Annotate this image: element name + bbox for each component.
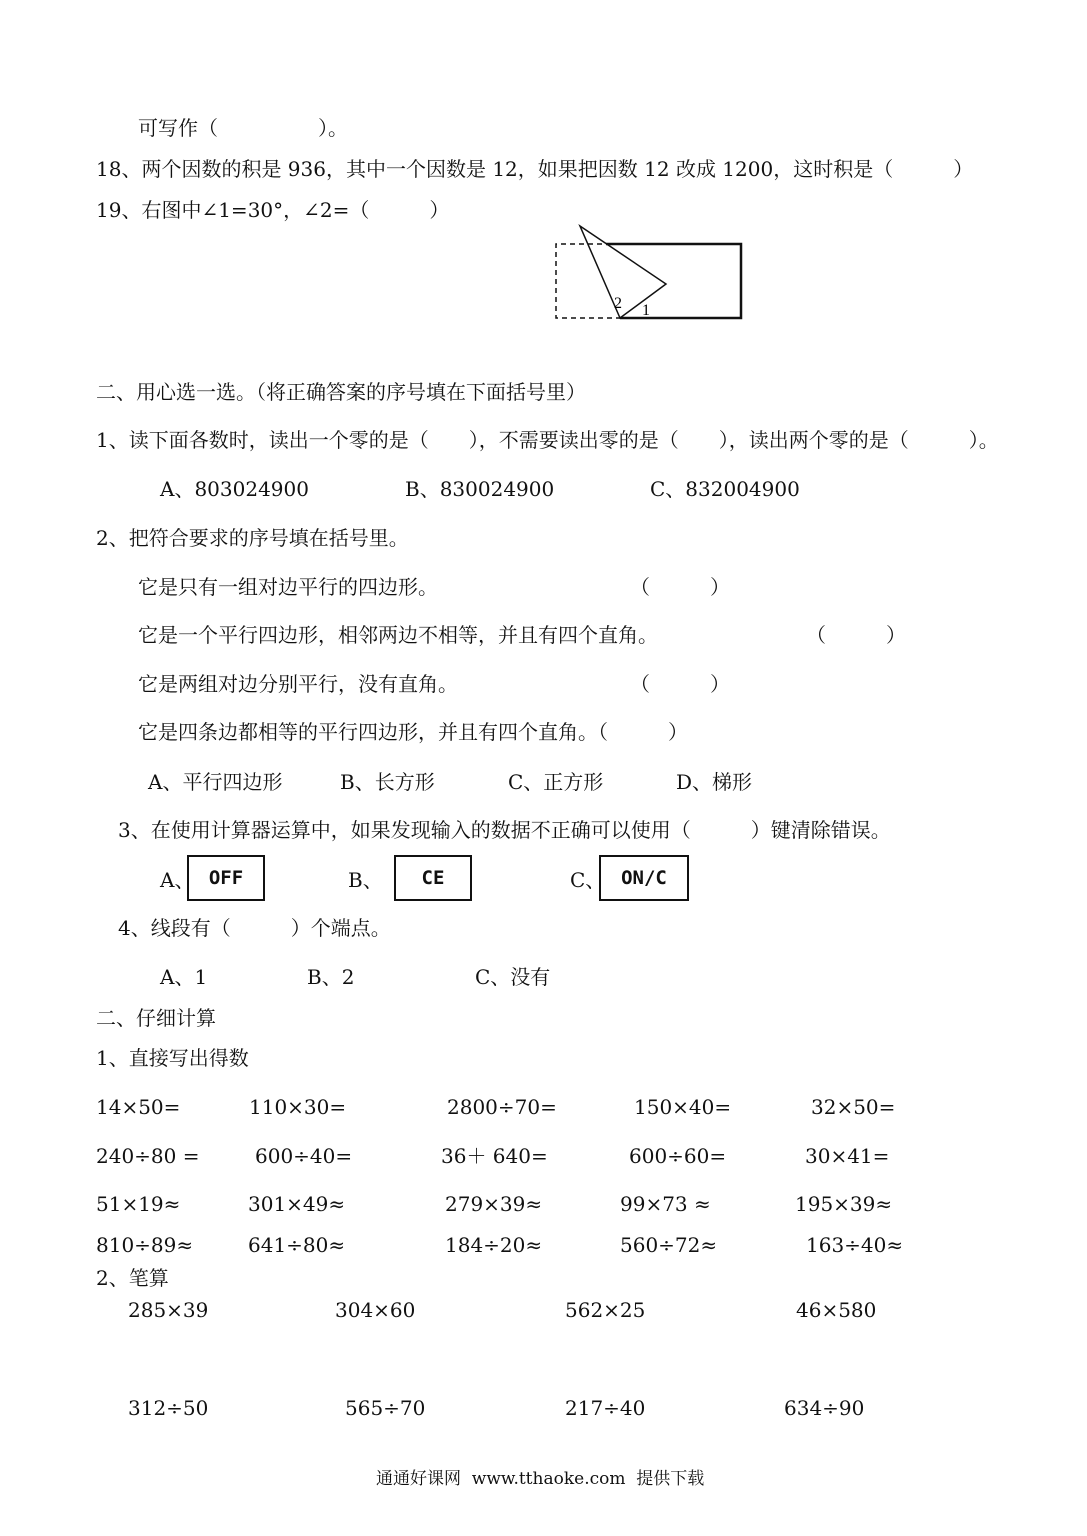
s2-q3-option-b-prefix: B、: [348, 868, 383, 892]
mental-r1-c4: 150×40=: [634, 1095, 732, 1119]
question-19: 19、右图中∠1=30°，∠2=（ ）: [96, 198, 450, 222]
s2-q4-option-c: C、没有: [475, 965, 551, 989]
mental-r1-c2: 110×30=: [249, 1095, 347, 1119]
s2-q3-option-a-prefix: A、: [160, 868, 195, 892]
s2-q3-option-c-prefix: C、: [570, 868, 606, 892]
s2-q2-line-2: 它是一个平行四边形，相邻两边不相等，并且有四个直角。: [138, 623, 658, 647]
s2-q1-option-a: A、803024900: [160, 477, 309, 501]
mental-r2-c4: 600÷60=: [629, 1144, 727, 1168]
written-r1-c1: 285×39: [128, 1298, 209, 1322]
section3-title: 二、仔细计算: [96, 1006, 216, 1030]
angle-2-label: 2: [614, 295, 622, 312]
mental-r1-c5: 32×50=: [811, 1095, 896, 1119]
mental-r4-c4: 560÷72≈: [620, 1233, 718, 1257]
s2-q3-text: 3、在使用计算器运算中，如果发现输入的数据不正确可以使用（ ）键清除错误。: [118, 818, 891, 842]
mental-r4-c5: 163÷40≈: [806, 1233, 904, 1257]
mental-r3-c4: 99×73 ≈: [620, 1192, 711, 1216]
s2-q2-option-d: D、梯形: [676, 770, 753, 794]
angle-figure: [550, 222, 750, 324]
mental-r3-c5: 195×39≈: [795, 1192, 893, 1216]
mental-r3-c2: 301×49≈: [248, 1192, 346, 1216]
mental-r4-c1: 810÷89≈: [96, 1233, 194, 1257]
page-footer: 通通好课网 www.tthaoke.com 提供下载: [376, 1469, 705, 1489]
written-r2-c4: 634÷90: [784, 1396, 865, 1420]
written-r1-c4: 46×580: [796, 1298, 877, 1322]
s2-q2-line-4: 它是四条边都相等的平行四边形，并且有四个直角。（ ）: [138, 720, 688, 744]
s2-q2-bracket-1: （ ）: [630, 575, 730, 599]
mental-r1-c1: 14×50=: [96, 1095, 181, 1119]
section3-sub2: 2、笔算: [96, 1266, 169, 1290]
mental-r2-c5: 30×41=: [805, 1144, 890, 1168]
s2-q2-line-1: 它是只有一组对边平行的四边形。: [138, 575, 438, 599]
mental-r4-c3: 184÷20≈: [445, 1233, 543, 1257]
mental-r2-c3: 36＋ 640=: [441, 1144, 548, 1168]
section3-sub1: 1、直接写出得数: [96, 1046, 249, 1070]
s2-q1-option-b: B、830024900: [405, 477, 555, 501]
ce-key: CE: [394, 855, 472, 901]
written-r2-c3: 217÷40: [565, 1396, 646, 1420]
off-key: OFF: [187, 855, 265, 901]
s2-q4-option-a: A、1: [160, 965, 208, 989]
angle-1-label: 1: [642, 302, 650, 319]
s2-q2-bracket-2: （ ）: [806, 623, 906, 647]
s2-q2-option-b: B、长方形: [340, 770, 435, 794]
s2-q4-option-b: B、2: [307, 965, 355, 989]
written-r2-c1: 312÷50: [128, 1396, 209, 1420]
mental-r2-c1: 240÷80 =: [96, 1144, 200, 1168]
s2-q2-line-3: 它是两组对边分别平行，没有直角。: [138, 672, 458, 696]
mental-r4-c2: 641÷80≈: [248, 1233, 346, 1257]
s2-q2-text: 2、把符合要求的序号填在括号里。: [96, 526, 409, 550]
s2-q4-text: 4、线段有（ ）个端点。: [118, 916, 391, 940]
on-c-key: ON/C: [599, 855, 689, 901]
s2-q2-option-a: A、平行四边形: [148, 770, 283, 794]
s2-q2-bracket-3: （ ）: [630, 672, 730, 696]
section2-title: 二、用心选一选。（将正确答案的序号填在下面括号里）: [96, 380, 586, 404]
question-18: 18、两个因数的积是 936，其中一个因数是 12，如果把因数 12 改成 1200，这时积是（ ）: [96, 157, 974, 181]
mental-r3-c1: 51×19≈: [96, 1192, 181, 1216]
mental-r2-c2: 600÷40=: [255, 1144, 353, 1168]
mental-r3-c3: 279×39≈: [445, 1192, 543, 1216]
s2-q2-option-c: C、正方形: [508, 770, 604, 794]
mental-r1-c3: 2800÷70=: [447, 1095, 557, 1119]
s2-q1-text: 1、读下面各数时，读出一个零的是（ ），不需要读出零的是（ ），读出两个零的是（ ）。: [96, 428, 999, 452]
written-r1-c3: 562×25: [565, 1298, 646, 1322]
written-r2-c2: 565÷70: [345, 1396, 426, 1420]
written-r1-c2: 304×60: [335, 1298, 416, 1322]
s2-q1-option-c: C、832004900: [650, 477, 800, 501]
q17-continuation: 可写作（ ）。: [138, 116, 348, 140]
